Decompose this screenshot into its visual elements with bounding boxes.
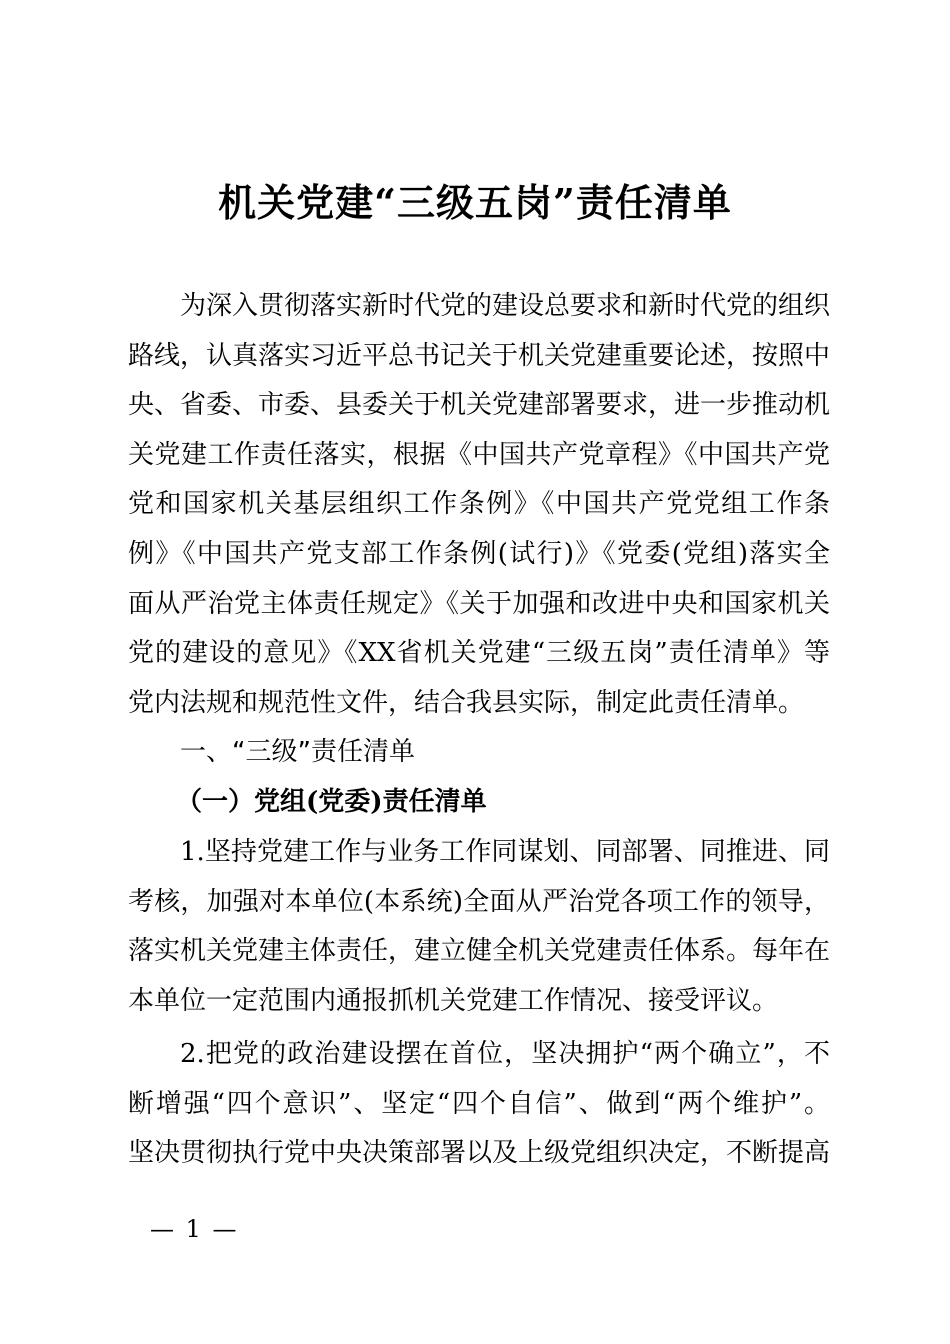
intro-paragraph <box>128 282 830 728</box>
paragraph-line: 党的建设的意见》《XX省机关党建“三级五岗”责任清单》等 <box>128 638 830 669</box>
paragraph-line: 断增强“四个意识”、坚定“四个自信”、做到“两个维护”。 <box>128 1088 830 1119</box>
paragraph-line: 央、省委、市委、县委关于机关党建部署要求，进一步推动机 <box>128 390 831 421</box>
paragraph-line: 党内法规和规范性文件，结合我县实际，制定此责任清单。 <box>128 687 805 718</box>
item-1-paragraph <box>128 828 830 1026</box>
paragraph-line: 关党建工作责任落实，根据《中国共产党章程》《中国共产党 <box>128 439 830 470</box>
paragraph-line: 党和国家机关基层组织工作条例》《中国共产党党组工作条 <box>128 489 830 520</box>
paragraph-line: 2.把党的政治建设摆在首位，坚决拥护“两个确立”，不 <box>180 1039 830 1069</box>
paragraph-line: 路线，认真落实习近平总书记关于机关党建重要论述，按照中 <box>128 340 831 371</box>
subsection-heading: （一）党组(党委)责任清单 <box>176 787 487 817</box>
paragraph-line: 坚决贯彻执行党中央决策部署以及上级党组织决定，不断提高 <box>128 1138 831 1169</box>
item-2-paragraph <box>128 1030 830 1179</box>
page-number: — 1 — <box>150 1215 239 1243</box>
paragraph-line: 面从严治党主体责任规定》《关于加强和改进中央和国家机关 <box>128 588 830 619</box>
document-title: 机关党建“三级五岗”责任清单 <box>218 180 732 225</box>
paragraph-line: 例》《中国共产党支部工作条例(试行)》《党委(党组)落实全 <box>128 538 830 569</box>
paragraph-line: 本单位一定范围内通报抓机关党建工作情况、接受评议。 <box>128 985 779 1016</box>
paragraph-line: 考核，加强对本单位(本系统)全面从严治党各项工作的领导， <box>128 886 830 917</box>
paragraph-line: 为深入贯彻落实新时代党的建设总要求和新时代党的组织 <box>180 291 831 321</box>
section-heading: 一、“三级”责任清单 <box>180 737 415 767</box>
paragraph-line: 1.坚持党建工作与业务工作同谋划、同部署、同推进、同 <box>180 837 830 867</box>
paragraph-line: 落实机关党建主体责任，建立健全机关党建责任体系。每年在 <box>128 936 831 967</box>
